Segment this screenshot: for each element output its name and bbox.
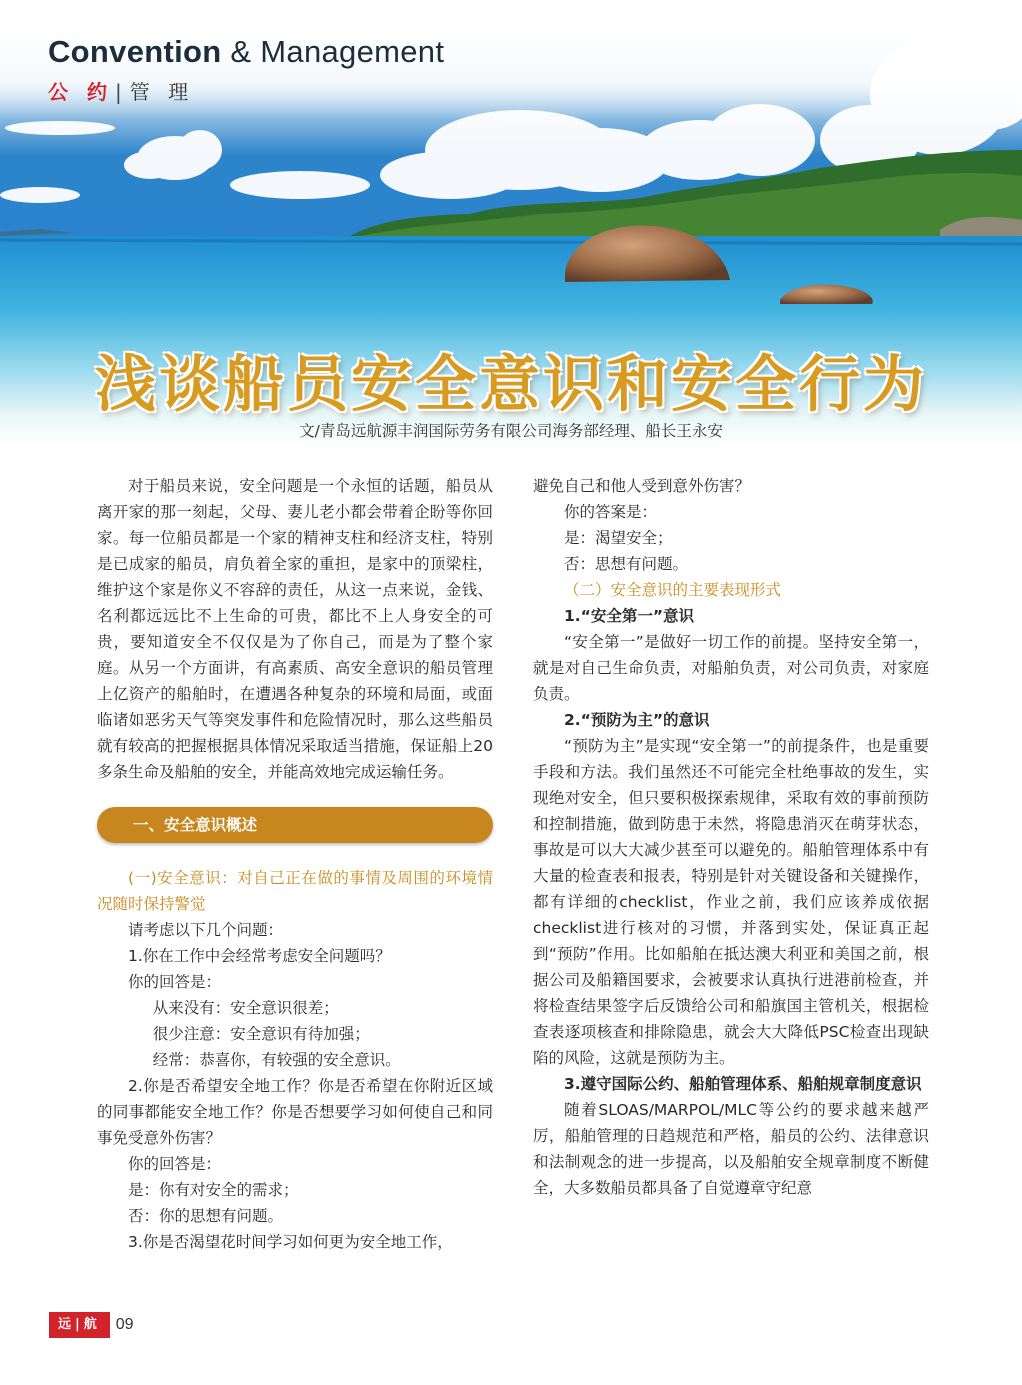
question-intro: 请考虑以下几个问题： bbox=[128, 921, 284, 939]
question-2-answer-label: 你的回答是： bbox=[128, 1155, 222, 1173]
question-3-answer-2: 否：思想有问题。 bbox=[564, 555, 689, 573]
item2-heading: 2.“预防为主”的意识 bbox=[564, 711, 710, 729]
question-2-answer-1: 是：你有对安全的需求； bbox=[128, 1181, 299, 1199]
item3-paragraph: 随着SLOAS/MARPOL/MLC等公约的要求越来越严厉，船舶管理的日趋规范和严格，船员的公约、法律意识和法制观念的进一步提高，以及船舶安全规章制度不断健全，大多数船员都具备了自觉遵章守纪意 bbox=[533, 1101, 929, 1197]
section-label-separator: | bbox=[114, 80, 128, 104]
article-title: 浅谈船员安全意识和安全行为 bbox=[94, 349, 927, 420]
left-column bbox=[97, 473, 493, 1255]
section-label-red: 公 约 bbox=[48, 80, 113, 104]
question-3-answer-1: 是：渴望安全； bbox=[564, 529, 673, 547]
question-1-answer-1: 从来没有：安全意识很差； bbox=[152, 999, 339, 1017]
intro-paragraph: 对于船员来说，安全问题是一个永恒的话题，船员从离开家的那一刻起，父母、妻儿老小都会带着企盼等你回家。每一位船员都是一个家的精神支柱和经济支柱，特别是已成家的船员，肩负着全家的重担，是家中的顶梁柱，维护这个家是你义不容辞的责任，从这一点来说，金钱、名利都远远比不上生命的可贵，都比不上人身安全的可贵，要知道安全不仅仅是为了你自己，而是为了整个家庭。从另一个方面讲，有高素质、高安全意识的船员管理上亿资产的船舶时，在遭遇各种复杂的环境和局面，或面临诸如恶劣天气等突发事件和危险情况时，那么这些船员就有较高的把握根据具体情况采取适当措施，保证船上20多条生命及船舶的安全，并能高效地完成运输任务。 bbox=[97, 477, 493, 781]
section-title-rest: & Management bbox=[221, 34, 445, 69]
article-byline: 文/青岛远航源丰润国际劳务有限公司海务部经理、船长王永安 bbox=[299, 422, 723, 440]
sub2-heading: （二）安全意识的主要表现形式 bbox=[564, 581, 782, 599]
item3-heading: 3.遵守国际公约、船舶管理体系、船舶规章制度意识 bbox=[564, 1075, 922, 1093]
question-2-answer-2: 否：你的思想有问题。 bbox=[128, 1207, 284, 1225]
question-3-answer-label: 你的答案是： bbox=[564, 503, 658, 521]
section-title-english bbox=[48, 34, 444, 70]
item1-paragraph: “安全第一”是做好一切工作的前提。坚持安全第一，就是对自己生命负责，对船舶负责，对公司负责，对家庭负责。 bbox=[533, 633, 929, 703]
section-title-chinese bbox=[48, 76, 444, 105]
section-header bbox=[48, 34, 444, 105]
page-footer bbox=[49, 1312, 134, 1338]
question-3-start: 3.你是否渴望花时间学习如何更为安全地工作， bbox=[128, 1233, 453, 1251]
section1-heading-pill: 一、安全意识概述 bbox=[97, 807, 493, 843]
magazine-name-tag: 远|航 bbox=[49, 1312, 110, 1338]
item2-paragraph: “预防为主”是实现“安全第一”的前提条件，也是重要手段和方法。我们虽然还不可能完全杜绝事故的发生，实现绝对安全，但只要积极探索规律，采取有效的事前预防和控制措施，做到防患于未然，将隐患消灭在萌芽状态，事故是可以大大减少甚至可以避免的。船舶管理体系中有大量的检查表和报表，特别是针对关键设备和关键操作，都有详细的checklist，作业之前，我们应该养成依据checklist进行核对的习惯，并落到实处，保证真正起到“预防”作用。比如船舶在抵达澳大利亚和美国之前，根据公司及船籍国要求，会被要求认真执行进港前检查，并将检查结果签字后反馈给公司和船旗国主管机关，根据检查表逐项核查和排除隐患，就会大大降低PSC检查出现缺陷的风险，这就是预防为主。 bbox=[533, 737, 929, 1067]
question-3-continued: 避免自己和他人受到意外伤害？ bbox=[533, 477, 751, 495]
question-1-answer-2: 很少注意：安全意识有待加强； bbox=[152, 1025, 370, 1043]
right-column bbox=[533, 473, 929, 1201]
question-2: 2.你是否希望安全地工作？你是否希望在你附近区域的同事都能安全地工作？你是否想要学习如何使自己和同事免受意外伤害？ bbox=[97, 1077, 493, 1147]
page-number: 09 bbox=[115, 1316, 134, 1333]
section-title-bold: Convention bbox=[48, 34, 222, 69]
item1-heading: 1.“安全第一”意识 bbox=[564, 607, 695, 625]
question-1-answer-3: 经常：恭喜你，有较强的安全意识。 bbox=[152, 1051, 401, 1069]
question-1: 1.你在工作中会经常考虑安全问题吗？ bbox=[128, 947, 391, 965]
section-label-grey: 管 理 bbox=[129, 80, 195, 104]
question-1-answer-label: 你的回答是： bbox=[128, 973, 222, 991]
sub1-heading: (一)安全意识：对自己正在做的事情及周围的环境情况随时保持警觉 bbox=[97, 869, 493, 913]
